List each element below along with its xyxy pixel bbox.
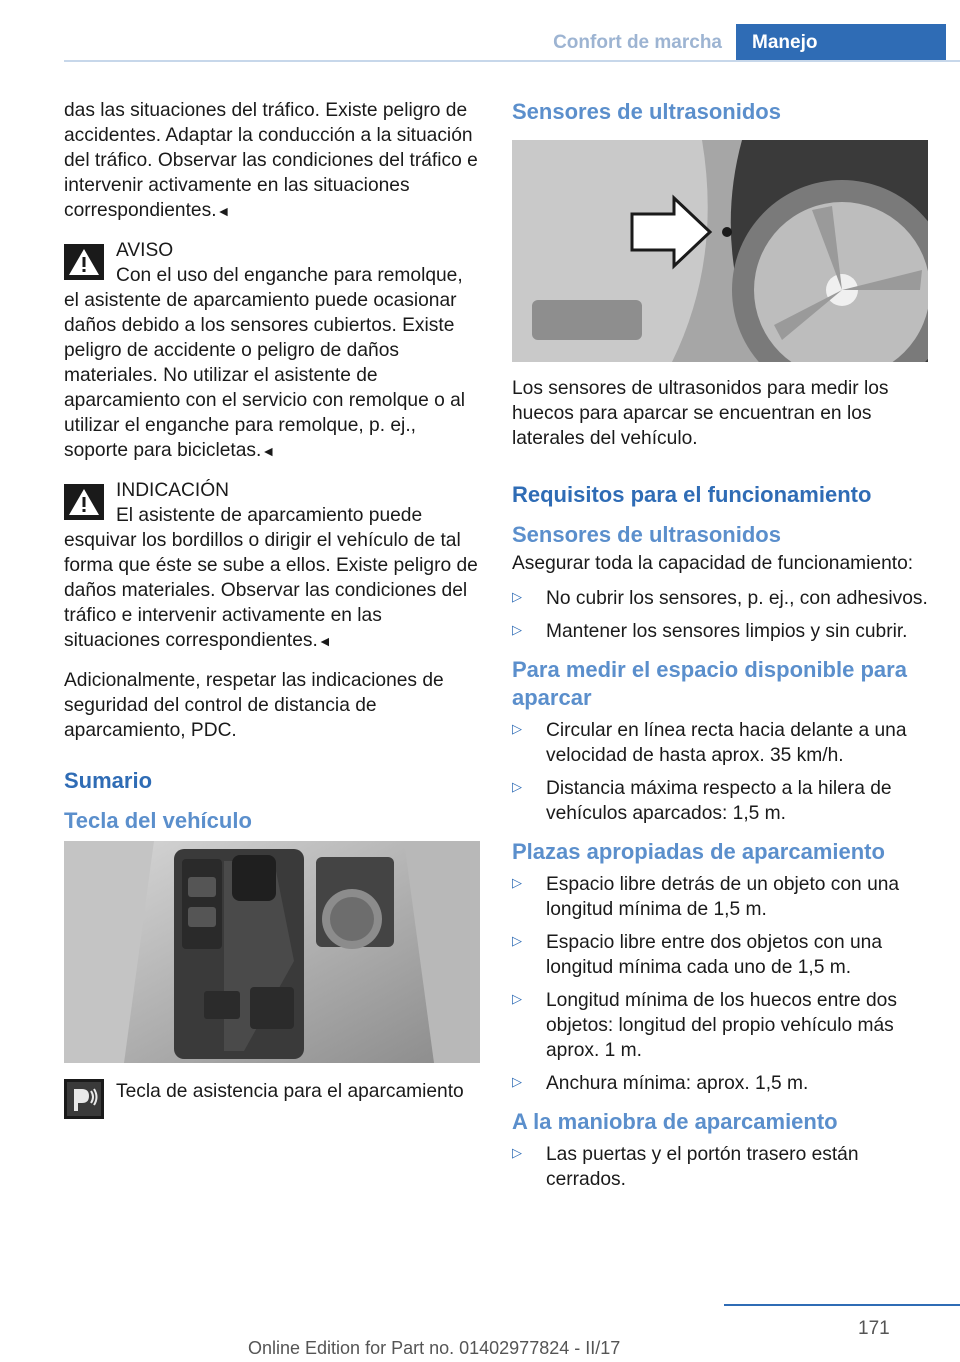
warning-title: INDICACIÓN	[116, 480, 229, 501]
warning-triangle-icon	[64, 244, 104, 280]
ensure-capacity-text: Asegurar toda la capacidad de funcionamiento:	[512, 553, 914, 574]
list-item: ▷ Las puertas y el portón trasero están cerrados.	[512, 1144, 859, 1190]
list-item: ▷ Espacio libre detrás de un objeto con una longitud mínima de 1,5 m.	[512, 874, 900, 920]
warning-title: AVISO	[116, 240, 174, 261]
triangle-bullet-icon: ▷	[512, 933, 522, 948]
warning-text: Con el uso del enganche para remolque, el asistente de aparcamiento puede ocasionar daños debido a los sensores cubiertos. Existe peligro de accidente o peligro de daños materiales. No utilizar el asistente de aparcamiento con el servicio con remolque o al utilizar el enganche para remolque, p. ej., soporte para bicicletas.◄	[64, 265, 466, 461]
list-item: ▷ Mantener los sensores limpios y sin cubrir.	[512, 621, 908, 642]
header-section-title: Confort de marcha	[553, 32, 722, 53]
suitable-spots-list	[512, 872, 928, 1096]
parking-button-caption: Tecla de asistencia para el aparcamiento	[64, 1079, 482, 1104]
wheel-sensor-photo	[512, 140, 928, 362]
heading-parking-maneuver: A la maniobra de aparcamiento	[512, 1109, 838, 1134]
warning-text: El asistente de aparcamiento puede esquivar los bordillos o dirigir el vehículo de tal forma que éste se sube a ellos. Existe peligro de daños materiales. Observar las condiciones del tráfico e intervenir activamente en las situaciones correspondientes.◄	[64, 505, 478, 651]
header-chapter-tab: Manejo	[736, 24, 946, 62]
warning-block-indicacion	[64, 478, 482, 654]
list-item: ▷ No cubrir los sensores, p. ej., con adhesivos.	[512, 588, 928, 609]
vehicle-console-photo	[64, 841, 480, 1063]
heading-vehicle-button: Tecla del vehículo	[64, 808, 252, 833]
parking-assistant-button-icon	[64, 1079, 104, 1119]
triangle-bullet-icon: ▷	[512, 779, 522, 794]
left-column	[64, 98, 482, 1104]
list-item: ▷ Espacio libre entre dos objetos con una longitud mínima cada uno de 1,5 m.	[512, 932, 882, 978]
heading-measure-space: Para medir el espacio disponible para aparcar	[512, 657, 907, 710]
triangle-bullet-icon: ▷	[512, 875, 522, 890]
list-item: ▷ Circular en línea recta hacia delante a una velocidad de hasta aprox. 35 km/h.	[512, 720, 907, 766]
maneuver-list	[512, 1142, 928, 1192]
list-item: ▷ Anchura mínima: aprox. 1,5 m.	[512, 1073, 809, 1094]
intro-paragraph: das las situaciones del tráfico. Existe peligro de accidentes. Adaptar la conducción a la situación del tráfico. Observar las condiciones del tráfico e intervenir activamente en las situaciones correspondientes.◄	[64, 100, 478, 221]
edition-note: Online Edition for Part no. 01402977824 - II/17	[248, 1338, 621, 1358]
triangle-bullet-icon: ▷	[512, 1074, 522, 1089]
heading-requirements: Requisitos para el funcionamiento	[512, 482, 872, 507]
measure-requirements-list	[512, 718, 928, 826]
header-rule	[64, 60, 960, 62]
sensor-requirements-list	[512, 586, 928, 644]
sensors-location-text: Los sensores de ultrasonidos para medir los huecos para aparcar se encuentran en los laterales del vehículo.	[512, 378, 889, 449]
triangle-bullet-icon: ▷	[512, 1145, 522, 1160]
heading-ultrasonic-sensors: Sensores de ultrasonidos	[512, 99, 781, 124]
heading-suitable-spots: Plazas apropiadas de aparcamiento	[512, 839, 885, 864]
list-item: ▷ Longitud mínima de los huecos entre dos objetos: longitud del propio vehículo más aprox. 1 m.	[512, 990, 897, 1061]
list-item: ▷ Distancia máxima respecto a la hilera de vehículos aparcados: 1,5 m.	[512, 778, 892, 824]
triangle-bullet-icon: ▷	[512, 991, 522, 1006]
page-number: 171	[858, 1318, 890, 1339]
heading-ultrasonic-sensors-2: Sensores de ultrasonidos	[512, 522, 781, 547]
right-column	[512, 98, 928, 1202]
heading-summary: Sumario	[64, 768, 153, 793]
warning-triangle-icon	[64, 484, 104, 520]
pdc-note-paragraph: Adicionalmente, respetar las indicaciones de seguridad del control de distancia de aparcamiento, PDC.	[64, 670, 444, 741]
warning-block-aviso	[64, 238, 482, 464]
triangle-bullet-icon: ▷	[512, 622, 522, 637]
triangle-bullet-icon: ▷	[512, 721, 522, 736]
triangle-bullet-icon: ▷	[512, 589, 522, 604]
footer-rule	[724, 1304, 960, 1306]
